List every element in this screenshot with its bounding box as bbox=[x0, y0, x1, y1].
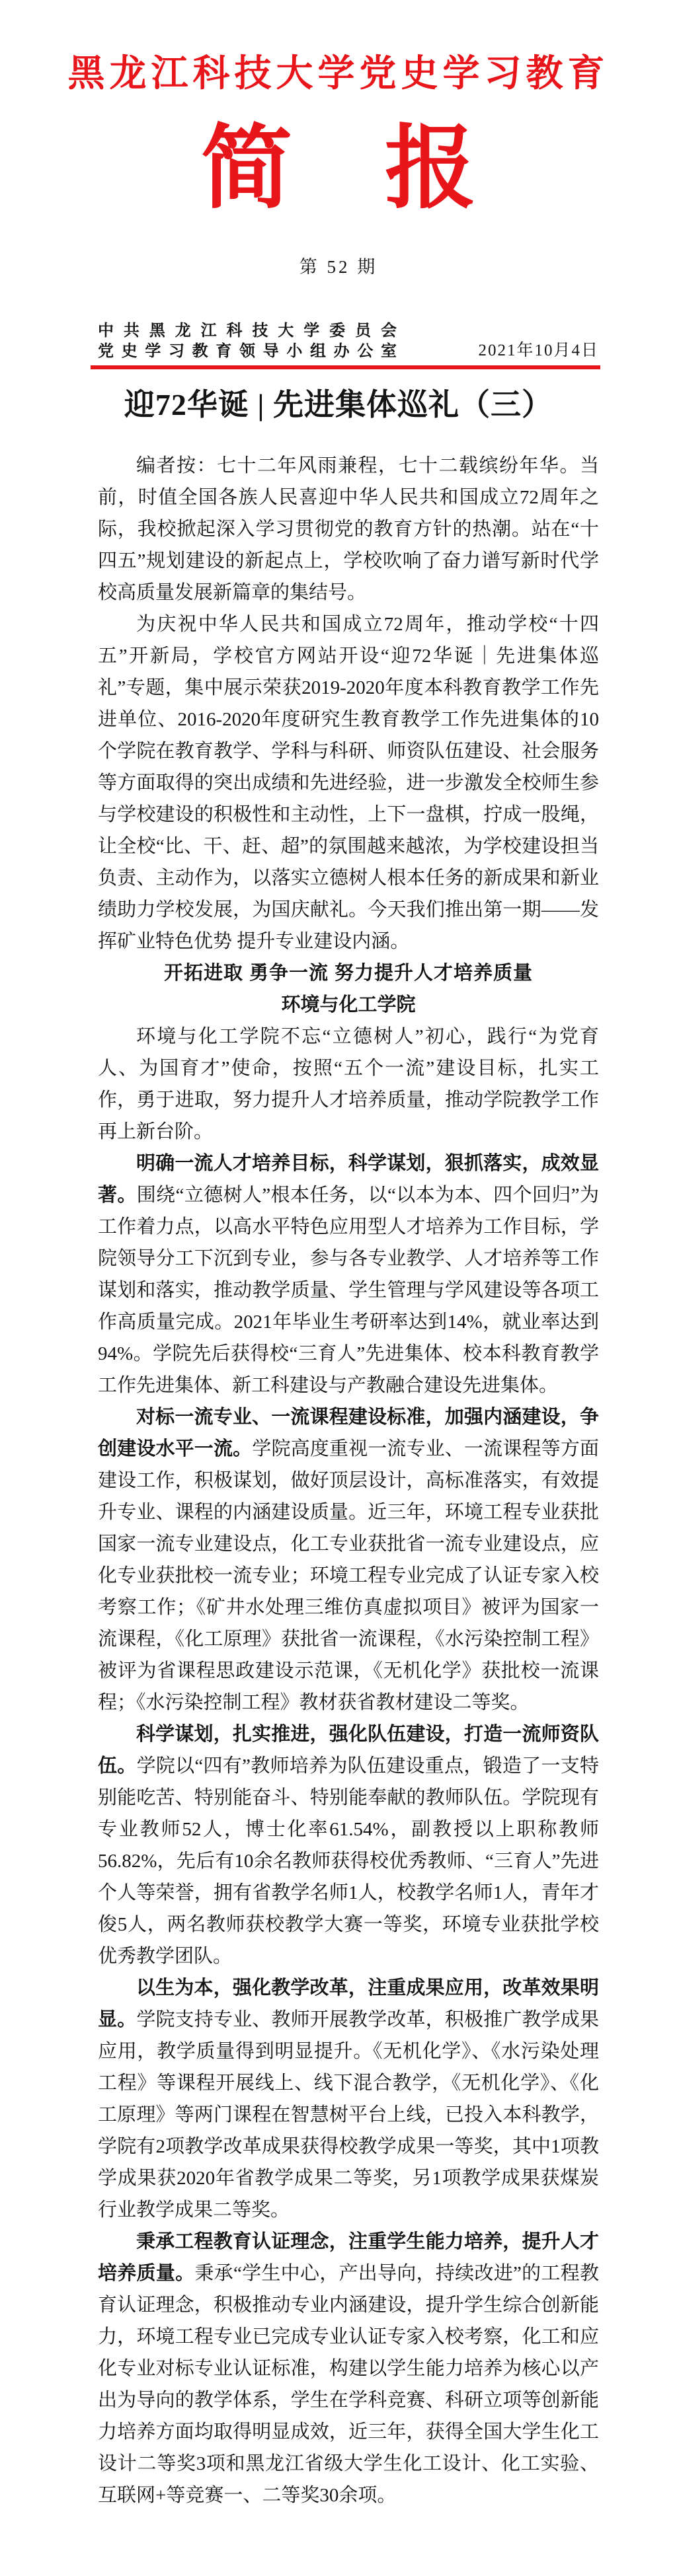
paragraph-lead-text: 秉承工程教育认证理念，注重学生能力培养，提升人才培养质量。 bbox=[98, 2230, 599, 2284]
body-paragraph bbox=[98, 1401, 599, 1718]
paragraph-lead-text: 以生为本，强化教学改革，注重成果应用，改革效果明显。 bbox=[98, 1977, 599, 2030]
section-heading: 开拓进取 勇争一流 努力提升人才培养质量 bbox=[163, 962, 534, 984]
masthead-title: 黑龙江科技大学党史学习教育 bbox=[67, 54, 610, 94]
paragraph-text: 秉承“学生中心，产出导向，持续改进”的工程教育认证理念，积极推动专业内涵建设，提升学生综合创新能力，环境工程专业已完成专业认证专家入校考察，化工和应化专业对标专业认证标准，构建以学生能力培养为核心以产出为导向的教学体系，学生在学科竞赛、科研立项等创新能力培养方面均取得明显成效，近三年，获得全国大学生化工设计二等奖3项和黑龙江省级大学生化工设计、化工实验、互联网+等竞赛一、二等奖30余项。 bbox=[98, 2262, 599, 2506]
paragraph-lead-text: 对标一流专业、一流课程建设标准，加强内涵建设，争创建设水平一流。 bbox=[98, 1406, 599, 1459]
paragraph-lead-text: 科学谋划，扎实推进，强化队伍建设，打造一流师资队伍。 bbox=[98, 1723, 599, 1777]
red-divider bbox=[91, 365, 600, 369]
issue-date: 2021年10月4日 bbox=[478, 342, 599, 360]
section-subheading: 环境与化工学院 bbox=[281, 994, 416, 1015]
issuing-org-line1: 中共黑龙江科技大学委员会 bbox=[98, 322, 397, 340]
issuing-info-row bbox=[98, 320, 599, 361]
paragraph-text: 学院支持专业、教师开展教学改革，积极推广教学成果应用，教学质量得到明显提升。《无机化学》、《水污染处理工程》等课程开展线上、线下混合教学，《无机化学》、《化工原理》等两门课程在智慧树平台上线，已投入本科教学，学院有2项教学改革成果获得校教学成果一等奖，其中1项教学成果获2020年省教学成果二等奖，另1项教学成果获煤炭行业教学成果二等奖。 bbox=[98, 2008, 599, 2221]
document-body bbox=[98, 450, 599, 2511]
paragraph-text: 为庆祝中华人民共和国成立72周年，推动学校“十四五”开新局，学校官方网站开设“迎72华诞｜先进集体巡礼”专题，集中展示荣获2019-2020年度本科教育教学工作先进单位、2016-2020年度研究生教育教学工作先进集体的10个学院在教育教学、学科与科研、师资队伍建设、社会服务等方面取得的突出成绩和先进经验，进一步激发全校师生参与学校建设的积极性和主动性，上下一盘棋，拧成一股绳，让全校“比、干、赶、超”的氛围越来越浓，为学校建设担当负责、主动作为，以落实立德树人根本任务的新成果和新业绩助力学校发展，为国庆献礼。今天我们推出第一期——发挥矿业特色优势 提升专业建设内涵。 bbox=[98, 613, 599, 952]
paragraph-text: 学院以“四有”教师培养为队伍建设重点，锻造了一支特别能吃苦、特别能奋斗、特别能奉献的教师队伍。学院现有专业教师52人，博士化率61.54%，副教授以上职称教师56.82%，先后有10余名教师获得校优秀教师、“三育人”先进个人等荣誉，拥有省教学名师1人，校教学名师1人，青年才俊5人，两名教师获校教学大赛一等奖，环境专业获批学校优秀教学团队。 bbox=[98, 1755, 599, 1967]
paper-title bbox=[0, 118, 677, 220]
paragraph-lead-text: 明确一流人才培养目标，科学谋划，狠抓落实，成效显著。 bbox=[98, 1152, 599, 1206]
issuing-org-line2: 党史学习教育领导小组办公室 bbox=[98, 342, 397, 361]
body-paragraph bbox=[98, 1718, 599, 1972]
headline: 迎72华诞 | 先进集体巡礼（三） bbox=[124, 388, 553, 422]
paper-title-char: 简 bbox=[200, 118, 292, 220]
body-paragraph bbox=[98, 1021, 599, 1148]
issuing-org bbox=[98, 320, 397, 361]
issue-number: 第 52 期 bbox=[299, 257, 378, 277]
paragraph-text: 围绕“立德树人”根本任务，以“以本为本、四个回归”为工作着力点，以高水平特色应用型人才培养为工作目标，学院领导分工下沉到专业，参与各专业教学、人才培养等工作谋划和落实，推动教学质量、学生管理与学风建设等各项工作高质量完成。2021年毕业生考研率达到14%，就业率达到94%。学院先后获得校“三育人”先进集体、校本科教育教学工作先进集体、新工科建设与产教融合建设先进集体。 bbox=[98, 1184, 599, 1396]
paragraph-text: 环境与化工学院不忘“立德树人”初心，践行“为党育人、为国育才”使命，按照“五个一流”建设目标，扎实工作，勇于进取，努力提升人才培养质量，推动学院教学工作再上新台阶。 bbox=[98, 1025, 599, 1142]
paper-title-char: 报 bbox=[385, 118, 477, 220]
paragraph-text: 学院高度重视一流专业、一流课程等方面建设工作，积极谋划，做好顶层设计，高标准落实，有效提升专业、课程的内涵建设质量。近三年，环境工程专业获批国家一流专业建设点，化工专业获批省一流专业建设点，应化专业获批校一流专业；环境工程专业完成了认证专家入校考察工作；《矿井水处理三维仿真虚拟项目》被评为国家一流课程，《化工原理》获批省一流课程，《水污染控制工程》被评为省课程思政建设示范课，《无机化学》获批校一流课程；《水污染控制工程》教材获省教材建设二等奖。 bbox=[98, 1438, 599, 1713]
editor-note-paragraph bbox=[98, 450, 599, 608]
paragraph-text: 编者按：七十二年风雨兼程，七十二载缤纷年华。当前，时值全国各族人民喜迎中华人民共和国成立72周年之际，我校掀起深入学习贯彻党的教育方针的热潮。站在“十四五”规划建设的新起点上，学校吹响了奋力谱写新时代学校高质量发展新篇章的集结号。 bbox=[98, 455, 599, 603]
body-paragraph bbox=[98, 2226, 599, 2511]
body-paragraph bbox=[98, 1972, 599, 2226]
body-paragraph bbox=[98, 608, 599, 957]
body-paragraph bbox=[98, 1148, 599, 1401]
